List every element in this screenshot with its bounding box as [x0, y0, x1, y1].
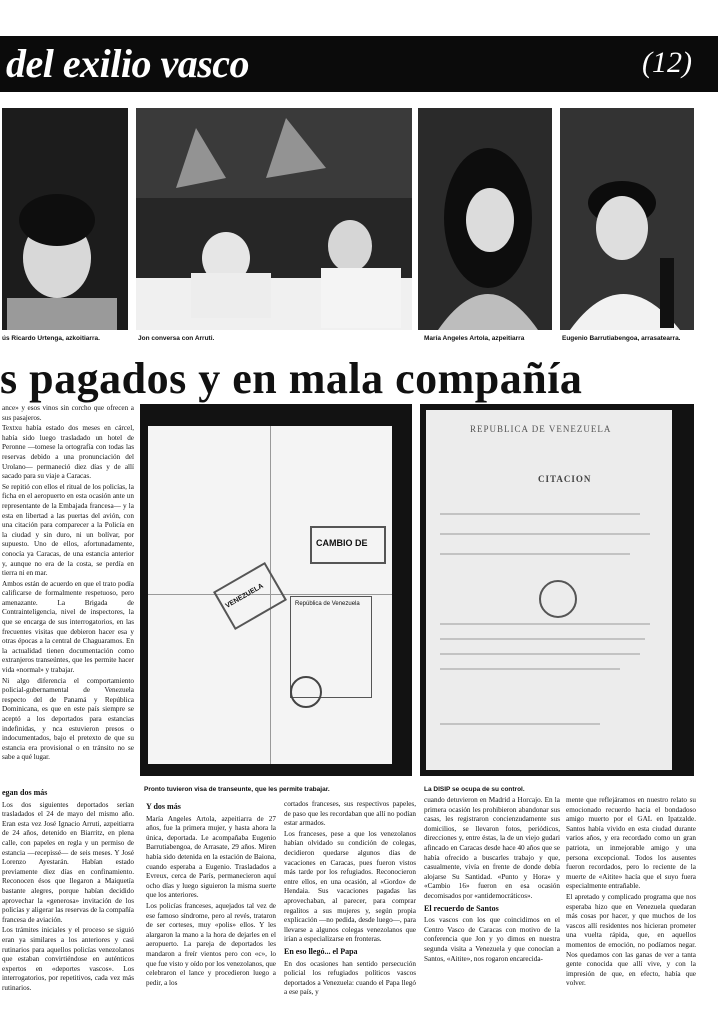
article-column-2	[146, 800, 276, 1022]
paragraph: ance» y esos vinos sin corcho que ofrecen a sus pasajeros.	[2, 404, 134, 422]
paragraph: mente que reflejáramos en nuestro relato su emocionado recuerdo hacia el bondadoso amigo muerto por el GAL en Ipatzalde. Santos había vivido en esta ciudad durante varios años, y era recordado como un gran patriota, un inmejorable amigo y una persona excepcional. Todos los ausentes fueron recordados, pero lo reciente de la muerte de «Aitite» hacía que el suyo fuera especialmente entrañable.	[566, 796, 696, 891]
paragraph: Ambos están de acuerdo en que el trato podía calificarse de formalmente respetuoso, pero amenazante. La Brigada de Contrainteligencia, nivel de inspectores, la que se encarga de sus interrogatorios, en las frecuentes visitas que debieron hacer esa y otras épocas a la central de Chaguaramos. En la actualidad tienen documentación como extranjeros transeúntes, que les permite hacer vida «normal» y trabajar.	[2, 579, 134, 675]
stamp-text: CAMBIO DE	[316, 538, 368, 548]
paragraph: Los trámites iniciales y el proceso se siguió eran ya similares a los anteriores y casi rutinarios para aquellos policías venezolanos que estaban convirtiéndose en auténticos expertos en «deportes vascos». Los interrogatorios, por repetitivos, cada vez más rutinarios.	[2, 926, 134, 992]
portrait-image	[2, 108, 128, 330]
article-column-1	[2, 404, 134, 782]
article-column-4	[424, 796, 560, 1022]
doc-text-lines	[440, 504, 660, 754]
article-column-5	[566, 796, 696, 1022]
stamp-text: VENEZUELA	[224, 582, 265, 610]
article-column-3	[284, 800, 416, 1022]
visa-document-photo	[140, 404, 412, 776]
paragraph: Ni algo diferencia el comportamiento policial-gubernamental de Venezuela respecto del de Panamá y República Dominicana, es que en este país siempre se aceptó a los deportados para estancias indefinidas, y nca estuvieron presos o indocumentados, bajo el pretexto de que su estancia era provisional o en tránsito no se sabe a qué lugar.	[2, 676, 134, 762]
photo-caption: Jon conversa con Arruti.	[138, 335, 215, 342]
headline: s pagados y en mala compañía	[0, 354, 583, 403]
photo-caption: María Angeles Artola, azpeitiarra	[424, 335, 525, 342]
banner-title: del exilio vasco	[6, 41, 250, 86]
section-banner	[0, 36, 718, 92]
paragraph: Los vascos con los que coincidimos en el Centro Vasco de Caracas con motivo de la conferencia que Jon y yo dimos en nuestra segunda visita a Venezuela y que conocían a Santos, «Aitite», nos rogaron encarecida-	[424, 916, 560, 963]
article-column-1-lower	[2, 786, 134, 1022]
doc-header: REPUBLICA DE VENEZUELA	[470, 424, 612, 434]
paragraph: María Angeles Artola, azpeitiarra de 27 años, fue la primera mujer, y hasta ahora la única, deportada. Le acompañaba Eugenio Barrutiabengoa, de Arrasate, 29 años. Miren había sido detenida en la estación de Baiona, cuando esperaba a Eugenio. Trasladados a Evreux, cerca de París, permanecieron aquí ocho días y luego siguieron la misma suerte que los anteriores.	[146, 814, 276, 900]
subheading: En eso llegó... el Papa	[284, 946, 358, 956]
photo-ricardo-urtenga	[2, 108, 128, 330]
paragraph: cortados franceses, sus respectivos papeles, de paso que les recordaban que allí no podían estar armados.	[284, 800, 416, 828]
paragraph: Textxu había estado dos meses en cárcel, había sido luego trasladado un hotel de Peronne —tomese la ortografía con todas las reservas debido a una pronunciación del Urolano— permaneció diez días y de allí sacado para su viaje a Caracas.	[2, 424, 134, 481]
citation-document-photo	[420, 404, 694, 776]
paragraph: Los policías franceses, aquejados tal vez de ese famoso síndrome, pero al revés, trataron de ser corteses, muy «polis» ellos. Y les alargaron la mano a la hora de dejarles en el aeropuerto. La pareja de deportados les mandaron a freír vientos pero con «c», lo que fue visto y oído por los venezolanos, que celebraron el lance y procedieron luego a pedir, a los	[146, 901, 276, 987]
photo-jon-arruti	[136, 108, 412, 330]
photo-caption: Eugenio Barrutiabengoa, arrasatearra.	[562, 335, 681, 342]
form-title: República de Venezuela	[295, 601, 360, 607]
subheading: El recuerdo de Santos	[424, 903, 499, 913]
subheading: Y dos más	[146, 802, 181, 811]
page-number: (12)	[642, 46, 692, 79]
photo-caption: ús Ricardo Urtenga, azkoitiarra.	[2, 335, 100, 342]
round-seal-icon	[288, 674, 324, 710]
cambio-stamp	[310, 526, 386, 564]
photo-eugenio-barrutiabengoa	[560, 108, 694, 330]
portrait-image	[418, 108, 552, 330]
paragraph: Los dos siguientes deportados serían trasladados el 24 de mayo del mismo año. Eran esta vez José Ignacio Arruti, azpeitiarra de 24 años, detenido en Biarritz, en plena calle, con papeles en regla y un permiso de estancia —recepissé— de seis meses. Y José Lorenzo Ayestarán. Habían estado previamente diez días en confinamiento. Reconocen ésos que llegaron a Maiquetía bastante alegres, porque habían decidido aprovechar la «generosa» invitación de los policías y aligerar las reservas de la compañía francesa de aviación.	[2, 800, 134, 924]
paragraph: cuando detuvieron en Madrid a Horcajo. En la primera ocasión les prohibieron abandonar sus casas, les registraron concienzudamente sus domicilios, se llevaron fotos, periódicos, direcciones y, entre éstas, la de un viejo gudari afincado en Caracas desde hace 40 años que se había ofrecido a buscarles trabajo y que, casualmente, vivía en frente de donde debía alojarse Su Santidad. «Punto y Hora» y «Cambio 16» fueron en esa ocasión decomisados por «antidemocráticos».	[424, 796, 560, 900]
photo-maria-angeles-artola	[418, 108, 552, 330]
doc-caption-right: La DISIP se ocupa de su control.	[424, 786, 525, 793]
paragraph: El apretado y complicado programa que nos esperaba hizo que en Venezuela quedaran más cosas por hacer, y que muchos de los vascos allí residentes nos hicieran prometer una vuelta rápida, que, en aquellos momentos de emoción, no podíamos negar. Nos quedamos con las ganas de ver a tanta gente conocida que allí vive, y con la impresión de que, en efecto, había que volver.	[566, 892, 696, 988]
paragraph: En dos ocasiones han sentido persecución policial los refugiados políticos vascos deportados a Venezuela: cuando el Papa llegó a ese país, y	[284, 959, 416, 997]
doc-title: CITACION	[538, 474, 592, 484]
subheading: egan dos más	[2, 788, 48, 797]
conversation-image	[136, 108, 412, 330]
paragraph: Los franceses, pese a que los venezolanos habían olvidado su condición de colegas, decidieron quedarse algunos días de vacaciones en Caracas, pues fueron vistos más tarde por los refugiados. Reconocieron entre ellos, en una ocasión, al «Gordo» de Hendaia. Sus vacaciones pagadas las aprovechaban, al parecer, para comprar regalitos a sus mujeres y, según propia explicación —no pedida, desde luego—, para llevarse a algunos colegas venezolanos que irían a especializarse en fronteras.	[284, 829, 416, 944]
doc-caption-left: Pronto tuvieron visa de transeunte, que les permite trabajar.	[144, 786, 330, 793]
portrait-image	[560, 108, 694, 330]
paragraph: Se repitió con ellos el ritual de los policías, la ficha en el aeropuerto en esta ocasión ante un representante de la Embajada francesa— y la esta en libertad a las puertas del avión, con una citación para comparecer a la Policía en la ciudad y sin duro, ni un bolívar, por supuesto. Uno de ellos, afortunadamente, conocía ya Caracas, de una estancia anterior y, aunque no era de la costa, se perdía en tierra ni en mar.	[2, 482, 134, 578]
